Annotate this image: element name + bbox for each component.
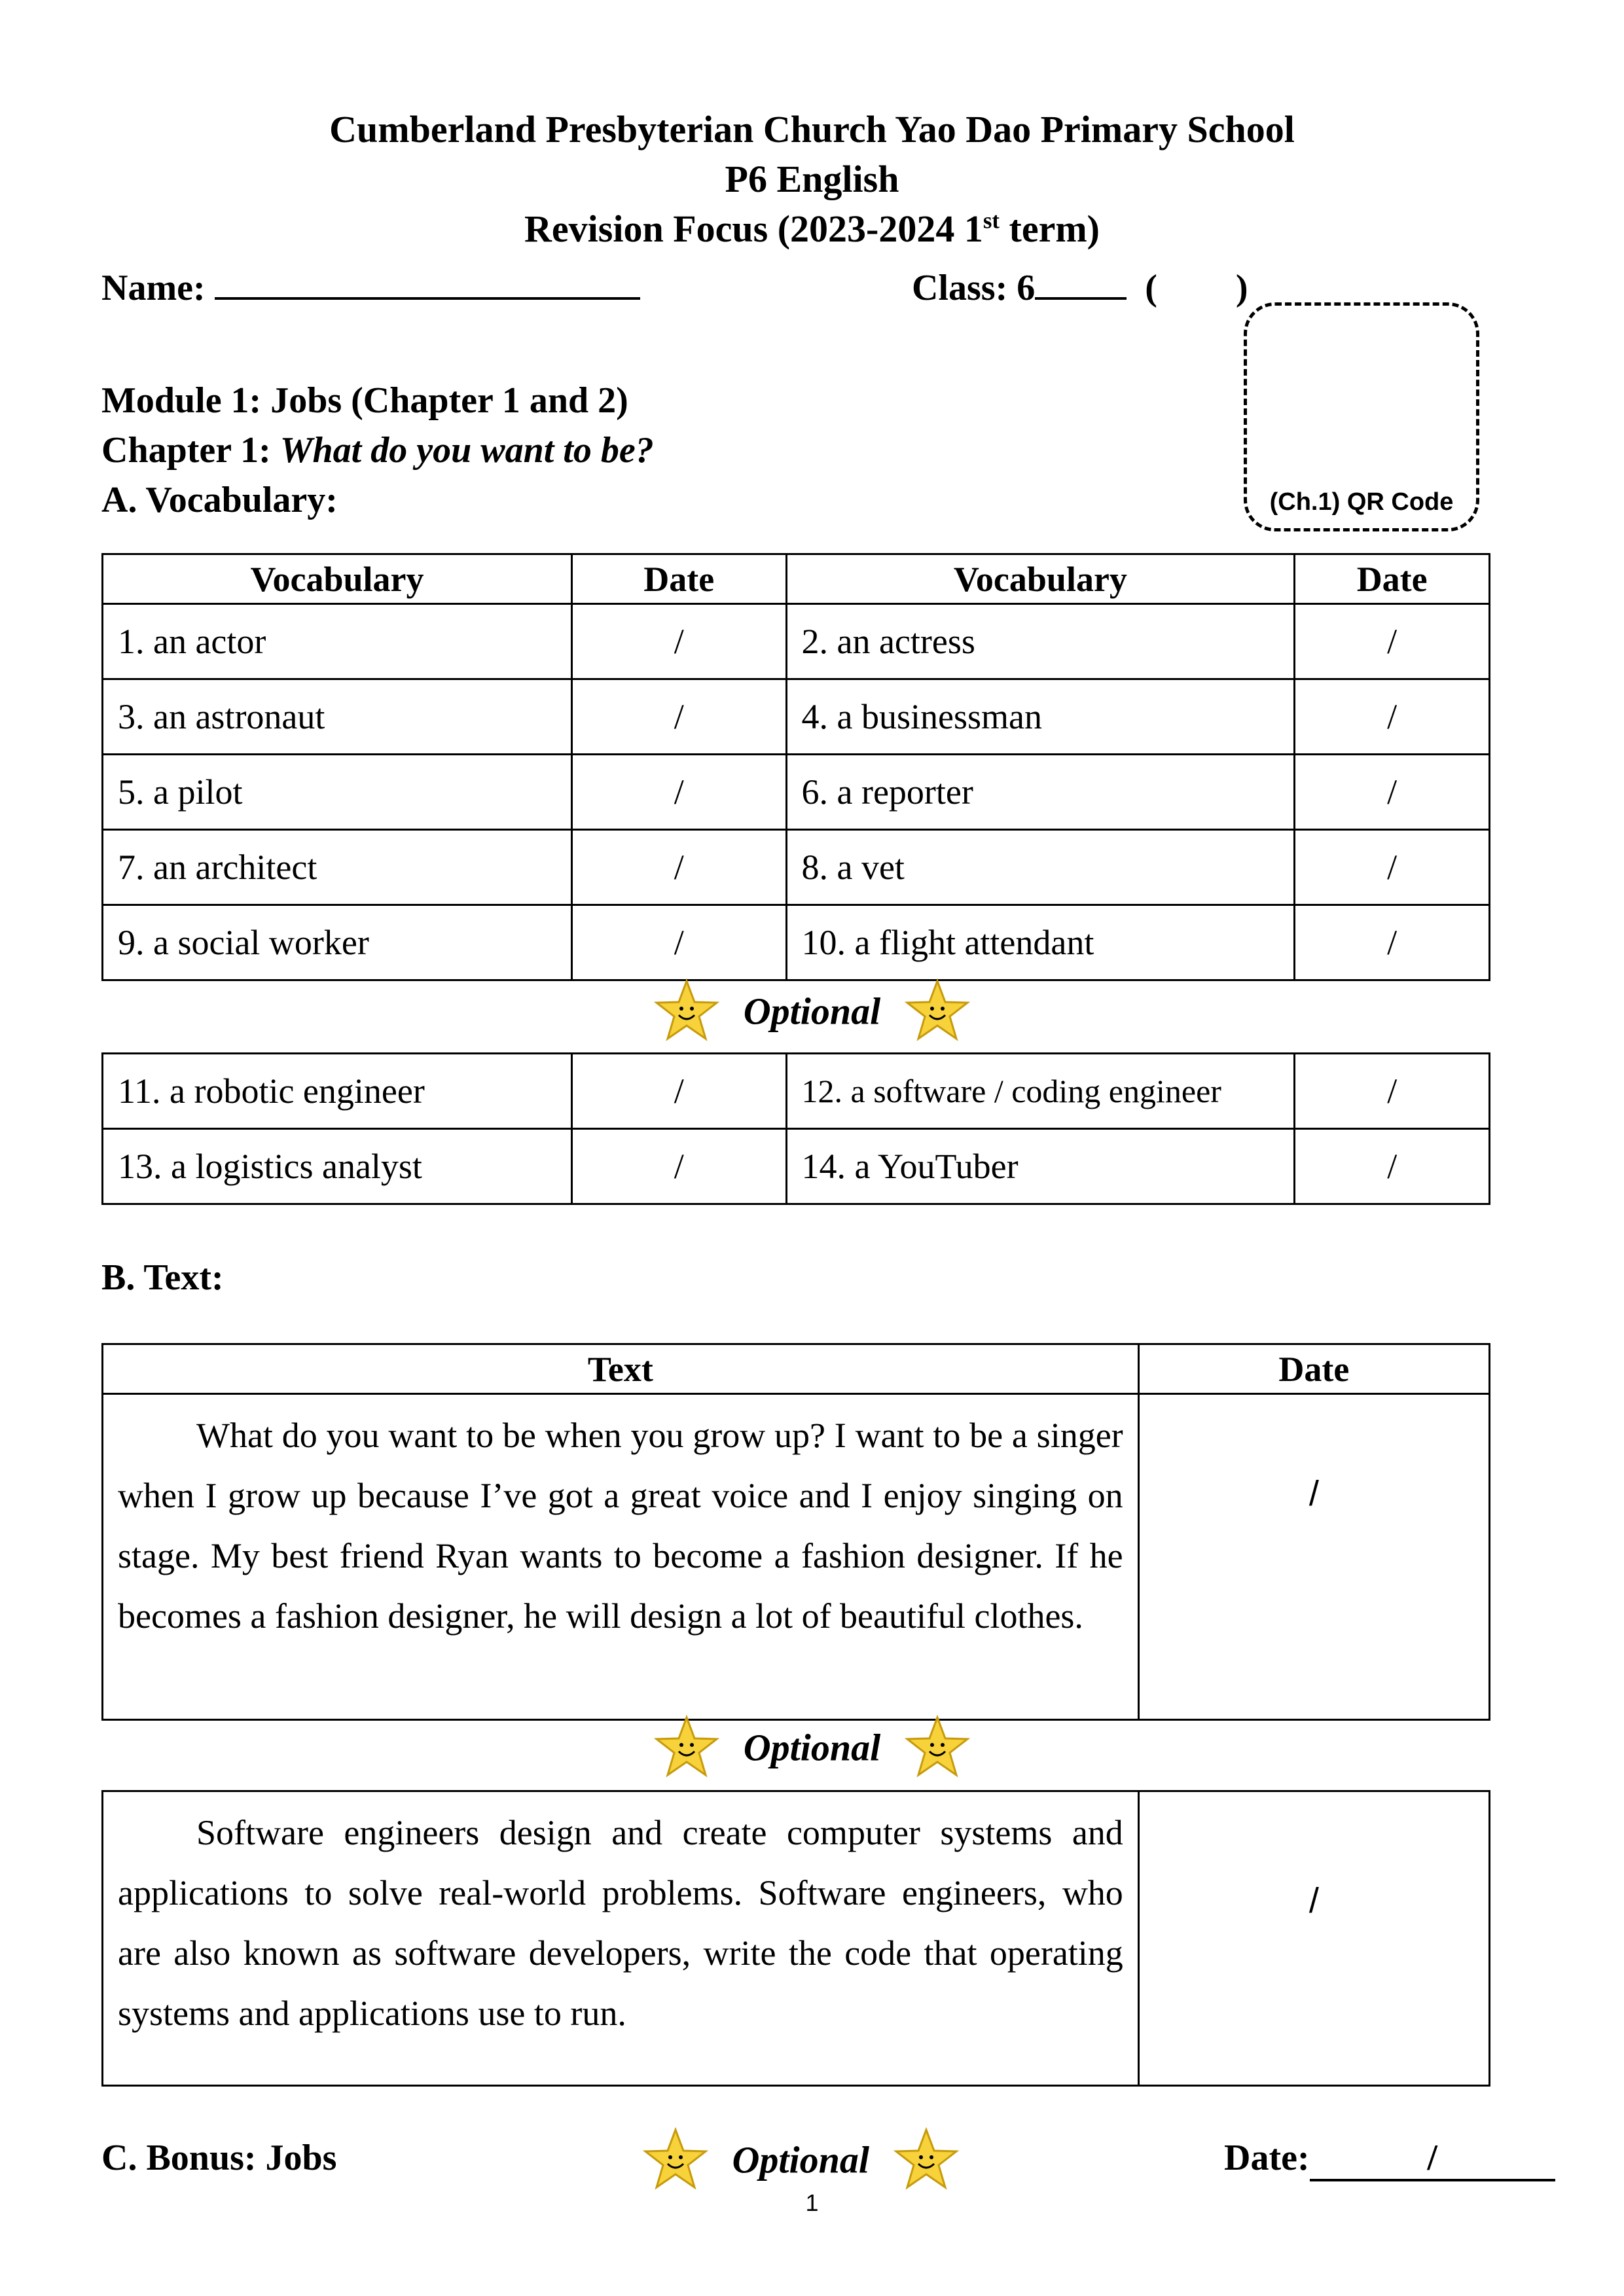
chapter-name: What do you want to be? [280, 430, 654, 471]
table-row [103, 905, 1490, 980]
text-date[interactable]: / [1138, 1394, 1489, 1720]
vocab-word: 11. a robotic engineer [103, 1054, 572, 1129]
table-row [103, 830, 1490, 905]
smiling-star-icon [641, 2127, 710, 2193]
table-row [103, 679, 1490, 755]
vocab-date[interactable]: / [572, 1129, 786, 1204]
vocab-word: 7. an architect [103, 830, 572, 905]
vocab-word: 1. an actor [103, 604, 572, 679]
table-row [103, 604, 1490, 679]
header-text: Text [103, 1344, 1139, 1394]
header-vocabulary: Vocabulary [103, 554, 572, 604]
smiling-star-icon [653, 978, 721, 1044]
vocab-word: 2. an actress [786, 604, 1295, 679]
class-number-close: ) [1235, 268, 1248, 308]
optional-date[interactable]: / [1138, 1791, 1489, 2086]
school-name: Cumberland Presbyterian Church Yao Dao Primary School [329, 108, 1295, 151]
vocab-word: 6. a reporter [786, 755, 1295, 830]
optional-text-table [101, 1790, 1490, 2087]
qr-code-box [1244, 302, 1479, 531]
revision-title [0, 204, 1624, 254]
section-b-heading: B. Text: [101, 1257, 224, 1298]
qr-code-label: (Ch.1) QR Code [1269, 488, 1454, 516]
vocab-date[interactable]: / [571, 679, 786, 755]
revision-title-main: Revision Focus (2023-2024 1 [524, 207, 983, 250]
vocab-word: 9. a social worker [103, 905, 572, 980]
table-row [103, 755, 1490, 830]
optional-banner [641, 2127, 973, 2193]
subject-title: P6 English [725, 158, 899, 200]
section-c-heading: C. Bonus: Jobs [101, 2138, 337, 2178]
vocab-date[interactable]: / [1295, 905, 1490, 980]
smiling-star-icon [892, 2127, 960, 2193]
optional-vocabulary-table [101, 1052, 1490, 1205]
class-number-open: ( [1145, 268, 1157, 308]
header-vocabulary: Vocabulary [786, 554, 1295, 604]
class-blank[interactable] [1035, 263, 1127, 300]
vocab-word: 14. a YouTuber [786, 1129, 1295, 1204]
optional-label: Optional [743, 990, 881, 1033]
vocab-date[interactable]: / [572, 1054, 786, 1129]
table-row [103, 1791, 1490, 2086]
smiling-star-icon [903, 978, 971, 1044]
class-label: Class: 6 [912, 268, 1036, 308]
text-table [101, 1343, 1490, 1721]
vocab-date[interactable]: / [571, 755, 786, 830]
vocab-date[interactable]: / [1295, 604, 1490, 679]
vocab-word: 12. a software / coding engineer [786, 1054, 1295, 1129]
vocab-date[interactable]: / [1295, 1054, 1490, 1129]
name-blank[interactable] [215, 263, 640, 300]
text-header-row [103, 1344, 1490, 1394]
optional-banner [0, 978, 1624, 1044]
name-label: Name: [101, 268, 206, 308]
vocab-date[interactable]: / [1295, 755, 1490, 830]
bonus-date-line [1224, 2137, 1555, 2181]
vocab-date[interactable]: / [1295, 1129, 1490, 1204]
vocab-word: 13. a logistics analyst [103, 1129, 572, 1204]
revision-title-end: term) [1000, 207, 1100, 250]
optional-label: Optional [732, 2138, 869, 2181]
smiling-star-icon [903, 1715, 971, 1780]
vocab-word: 3. an astronaut [103, 679, 572, 755]
date-slash: / [1427, 2138, 1437, 2178]
text-passage [103, 1394, 1139, 1720]
module-title: Module 1: Jobs (Chapter 1 and 2) [101, 380, 628, 421]
vocabulary-table [101, 553, 1490, 981]
table-row [103, 1054, 1490, 1129]
vocab-date[interactable]: / [1295, 830, 1490, 905]
section-a-heading: A. Vocabulary: [101, 480, 338, 520]
text-passage-content: What do you want to be when you grow up? I want to be a singer when I grow up because I’ve got a great voice and I enjoy singing on stage. My best friend Ryan wants to become a fashion designer. If he becomes a fashion designer, he will design a lot of beautiful clothes. [118, 1416, 1123, 1636]
vocab-word: 5. a pilot [103, 755, 572, 830]
name-line [101, 263, 640, 309]
vocab-word: 8. a vet [786, 830, 1295, 905]
vocab-date[interactable]: / [1295, 679, 1490, 755]
smiling-star-icon [653, 1715, 721, 1780]
table-row [103, 1129, 1490, 1204]
class-line [912, 263, 1248, 309]
vocab-word: 10. a flight attendant [786, 905, 1295, 980]
vocab-date[interactable]: / [571, 604, 786, 679]
header-date: Date [571, 554, 786, 604]
table-row [103, 1394, 1490, 1720]
optional-banner [0, 1715, 1624, 1780]
vocabulary-header-row [103, 554, 1490, 604]
chapter-prefix: Chapter 1: [101, 430, 271, 471]
optional-label: Optional [743, 1726, 881, 1769]
date-blank[interactable] [1310, 2137, 1555, 2181]
vocab-date[interactable]: / [571, 830, 786, 905]
chapter-title [101, 429, 654, 471]
header-date: Date [1138, 1344, 1489, 1394]
date-label: Date: [1224, 2138, 1310, 2178]
optional-passage [103, 1791, 1139, 2086]
vocab-word: 4. a businessman [786, 679, 1295, 755]
optional-passage-content: Software engineers design and create computer systems and applications to solve real-world problems. Software engineers, who are also known as software developers, write the code that operating systems and applications use to run. [118, 1813, 1123, 2033]
revision-title-sup: st [983, 207, 1000, 234]
page-number: 1 [805, 2189, 819, 2216]
header-date: Date [1295, 554, 1490, 604]
vocab-date[interactable]: / [571, 905, 786, 980]
